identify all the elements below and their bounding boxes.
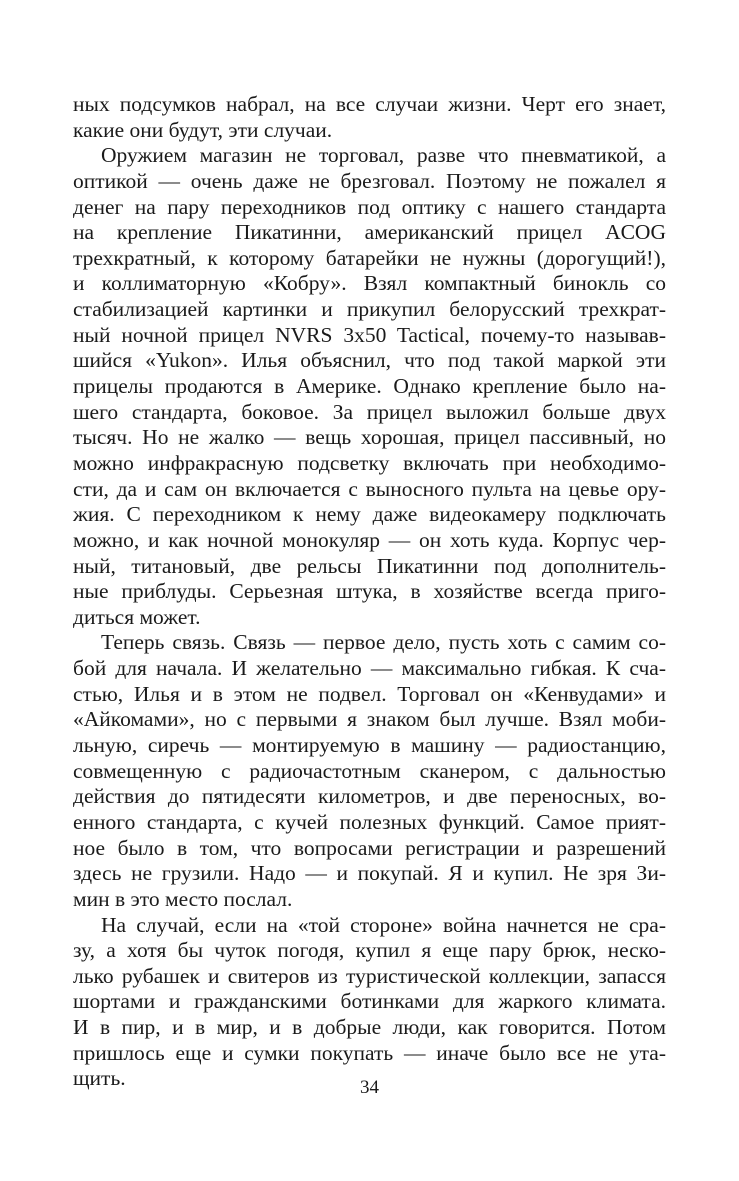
text-line: И в пир, и в мир, и в добрые люди, как говорится. Потом xyxy=(73,1015,666,1040)
text-line: «Айкомами», но с первыми я знаком был лучше. Взял моби- xyxy=(73,707,666,732)
paragraph xyxy=(73,92,666,143)
paragraph xyxy=(73,630,666,912)
text-line: Теперь связь. Связь — первое дело, пусть хоть с самим со- xyxy=(101,630,666,655)
text-line: енного стандарта, с кучей полезных функций. Самое прият- xyxy=(73,809,666,834)
text-line: ных подсумков набрал, на все случаи жизни. Черт его знает, xyxy=(73,92,666,116)
text-line: трехкратный, к которому батарейки не нужны (дорогущий!), xyxy=(73,245,666,270)
text-line: ное было в том, что вопросами регистрации и разрешений xyxy=(73,835,666,860)
text-line: ный ночной прицел NVRS 3x50 Tactical, почему-то называв- xyxy=(73,322,666,347)
page-number: 34 xyxy=(360,1077,379,1098)
paragraph xyxy=(73,913,666,1092)
text-line: стабилизацией картинки и прикупил белорусский трехкрат- xyxy=(73,297,666,322)
text-line: льную, сиречь — монтируемую в машину — радиостанцию, xyxy=(73,733,666,758)
text-line: действия до пятидесяти километров, и две переносных, во- xyxy=(73,784,666,809)
text-line: оптикой — очень даже не брезговал. Поэтому не пожалел я xyxy=(73,168,666,193)
text-line: диться может. xyxy=(73,604,201,629)
text-line: шего стандарта, боковое. За прицел выложил больше двух xyxy=(73,399,666,424)
text-line: денег на пару переходников под оптику с нашего стандарта xyxy=(73,194,666,219)
text-line: на крепление Пикатинни, американский прицел ACOG xyxy=(73,220,666,245)
text-line: мин в это место послал. xyxy=(73,886,293,911)
text-line: стью, Илья и в этом не подвел. Торговал он «Кенвудами» и xyxy=(73,681,666,706)
text-line: ные приблуды. Серьезная штука, в хозяйстве всегда приго- xyxy=(73,579,666,604)
text-line: здесь не грузили. Надо — и покупай. Я и купил. Не зря Зи- xyxy=(73,861,666,886)
text-line: Оружием магазин не торговал, разве что пневматикой, а xyxy=(101,143,666,168)
paragraph xyxy=(73,143,666,630)
text-line: шийся «Yukon». Илья объяснил, что под такой маркой эти xyxy=(73,348,666,373)
text-line: шортами и гражданскими ботинками для жаркого климата. xyxy=(73,989,666,1014)
text-line: и коллиматорную «Кобру». Взял компактный бинокль со xyxy=(73,271,666,296)
text-line: лько рубашек и свитеров из туристической коллекции, запасся xyxy=(73,963,666,988)
text-line: пришлось еще и сумки покупать — иначе было все не ута- xyxy=(73,1040,666,1065)
text-line: бой для начала. И желательно — максимально гибкая. К сча- xyxy=(73,656,666,681)
text-line: прицелы продаются в Америке. Однако крепление было на- xyxy=(73,374,666,399)
text-line: жия. С переходником к нему даже видеокамеру подключать xyxy=(73,502,666,527)
page-body xyxy=(73,92,666,1092)
text-line: какие они будут, эти случаи. xyxy=(73,117,333,142)
text-line: сти, да и сам он включается с выносного пульта на цевье ору- xyxy=(73,476,666,501)
text-line: На случай, если на «той стороне» война начнется не сра- xyxy=(101,912,666,937)
text-line: можно, и как ночной монокуляр — он хоть куда. Корпус чер- xyxy=(73,527,666,552)
text-line: тысяч. Но не жалко — вещь хорошая, прицел пассивный, но xyxy=(73,425,666,450)
text-line: совмещенную с радиочастотным сканером, с дальностью xyxy=(73,758,666,783)
text-line: щить. xyxy=(73,1066,126,1091)
text-line: ный, титановый, две рельсы Пикатинни под дополнитель- xyxy=(73,553,666,578)
text-line: зу, а хотя бы чуток погодя, купил я еще пару брюк, неско- xyxy=(73,938,666,963)
text-line: можно инфракрасную подсветку включать при необходимо- xyxy=(73,450,666,475)
